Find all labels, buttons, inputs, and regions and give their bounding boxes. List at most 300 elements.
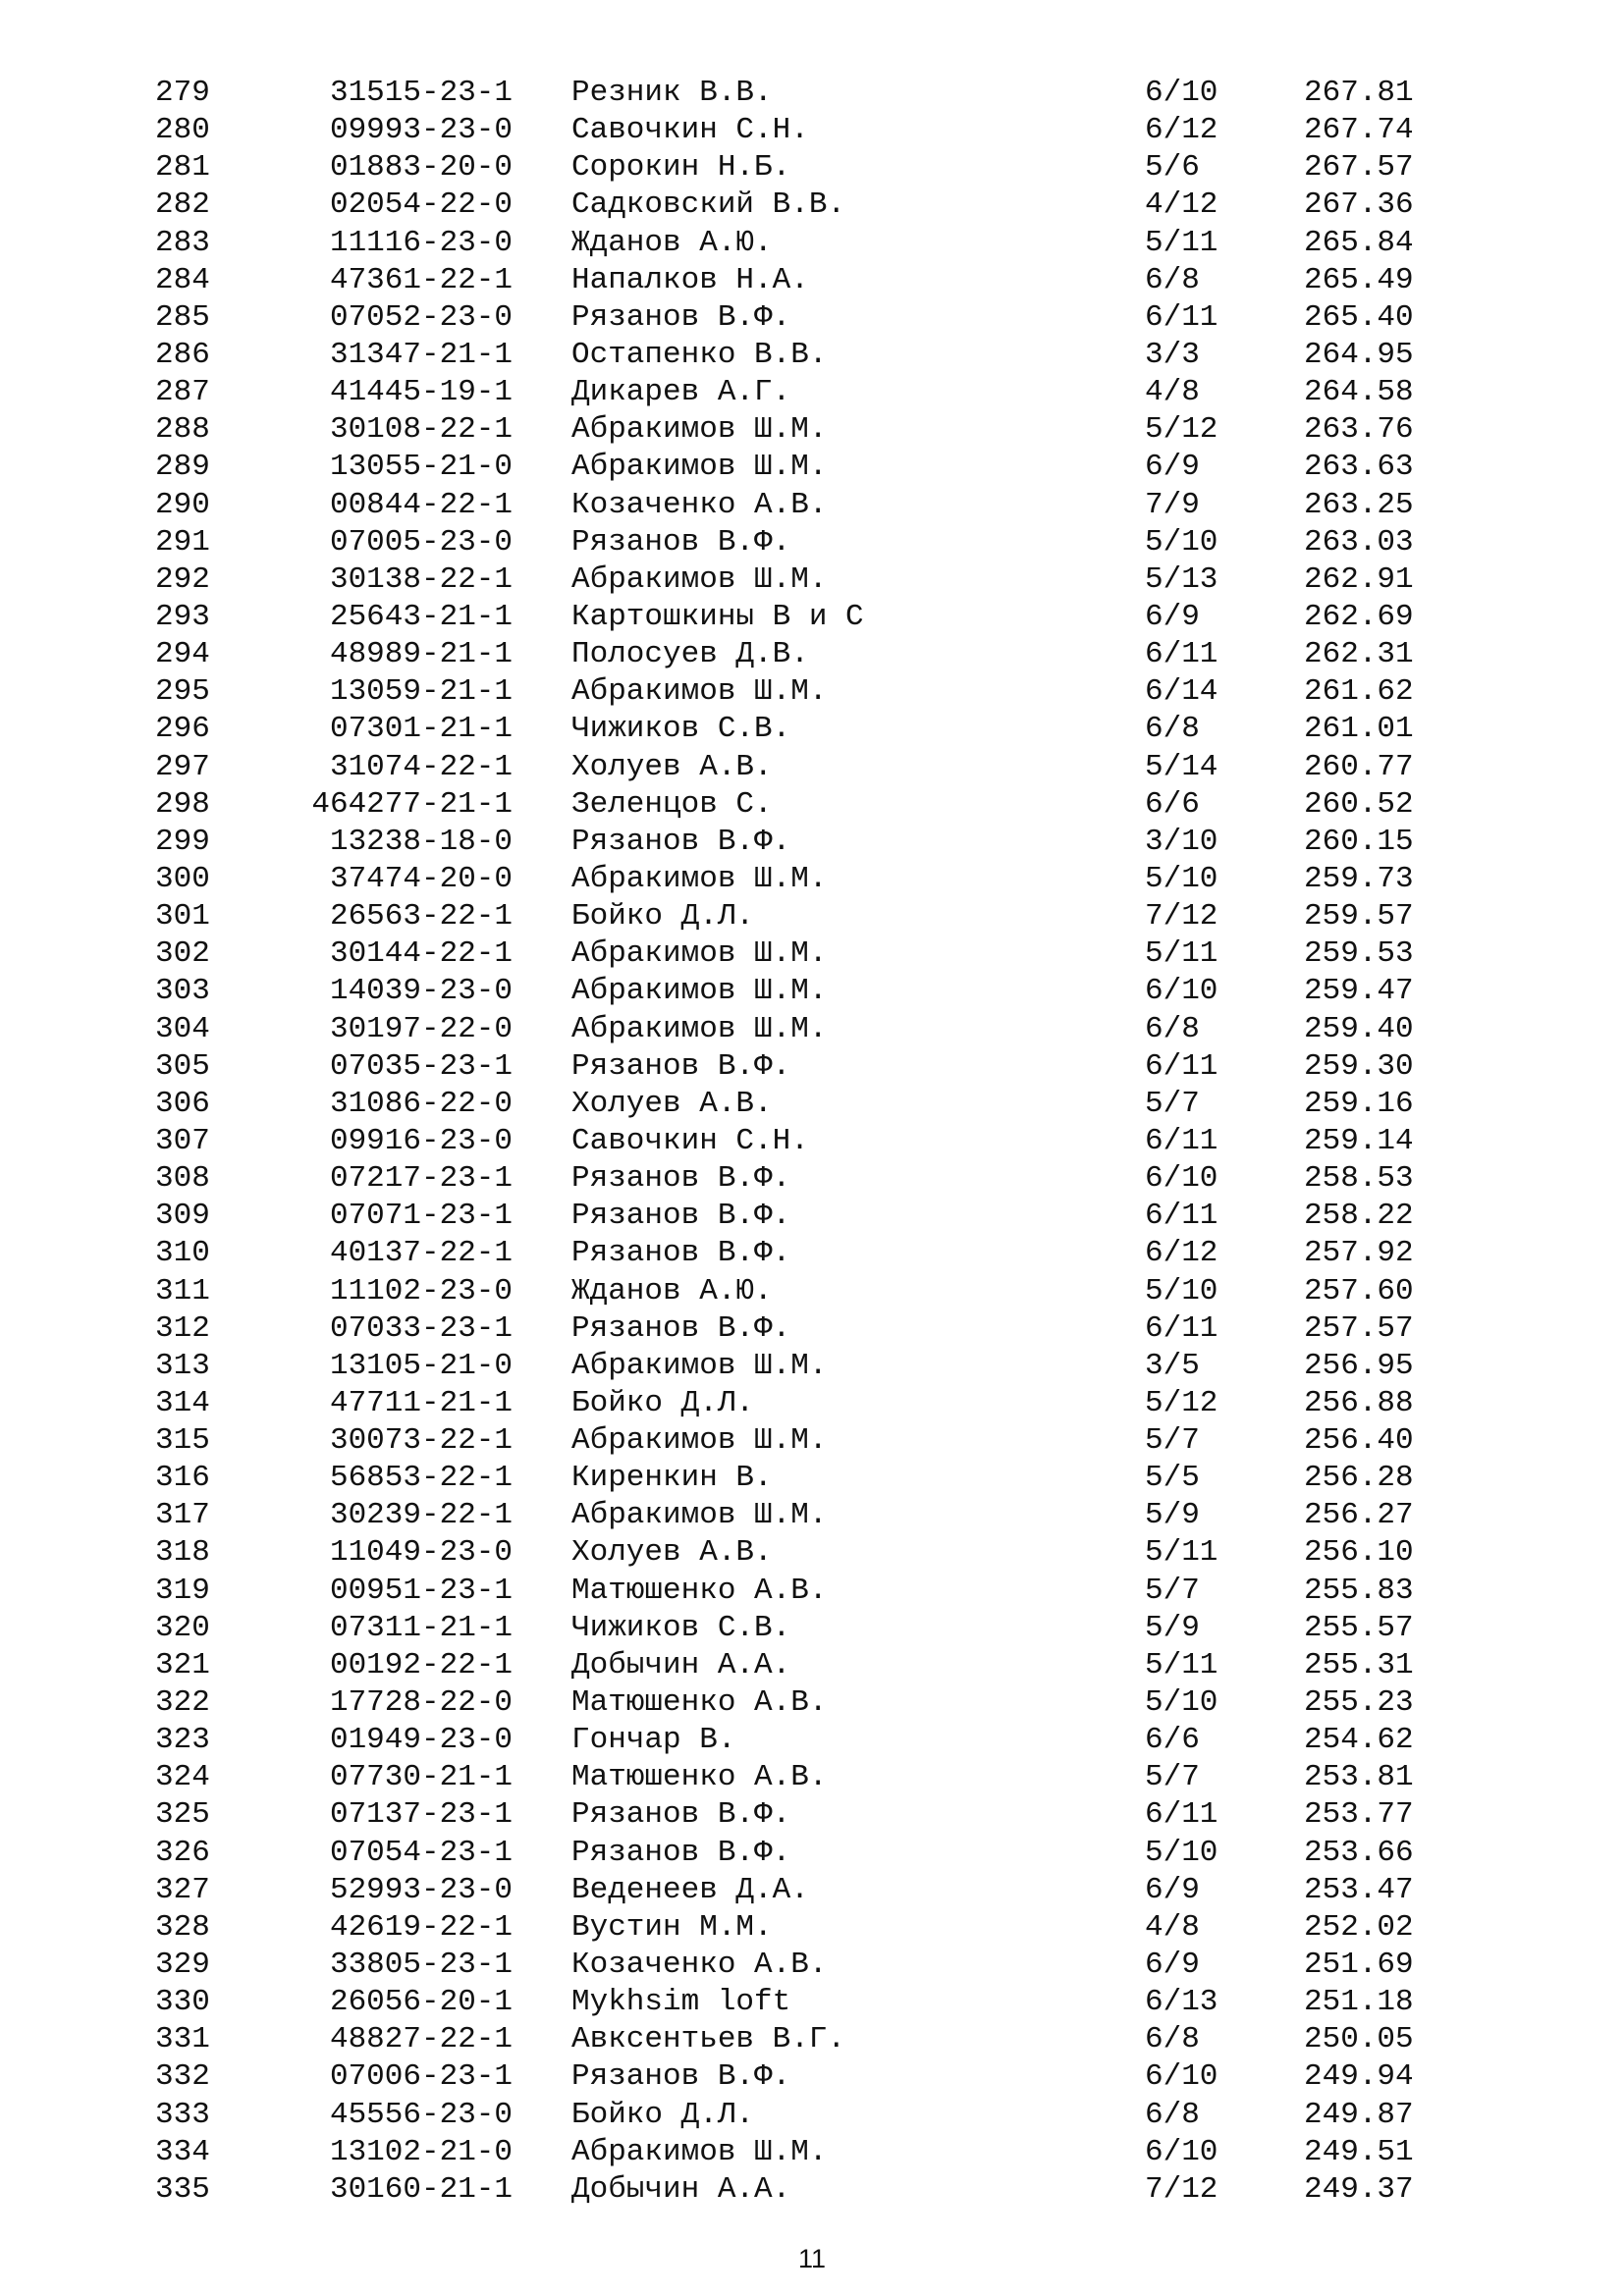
ring-number-cell: 07301-21-1 (329, 712, 513, 747)
table-row (0, 1460, 1624, 1497)
rank-cell: 318 (155, 1535, 210, 1571)
ring-number-cell: 45556-23-0 (329, 2097, 513, 2132)
ratio-cell: 5/10 (1145, 861, 1218, 896)
owner-cell: Абракимов Ш.М. (571, 450, 828, 485)
score-cell: 265.40 (1304, 299, 1414, 335)
score-cell: 257.92 (1304, 1236, 1414, 1271)
score-cell: 259.16 (1304, 1086, 1414, 1121)
ring-number-cell: 07035-23-1 (329, 1048, 513, 1084)
score-cell: 262.31 (1304, 637, 1414, 672)
table-row (0, 935, 1624, 973)
owner-cell: Рязанов В.Ф. (571, 524, 791, 560)
score-cell: 256.40 (1304, 1423, 1414, 1459)
ring-number-cell: 14039-23-0 (329, 974, 513, 1009)
ratio-cell: 6/11 (1145, 637, 1218, 672)
ratio-cell: 5/11 (1145, 936, 1218, 972)
table-row (0, 1722, 1624, 1759)
score-cell: 263.25 (1304, 487, 1414, 522)
rank-cell: 294 (155, 637, 210, 672)
ring-number-cell: 01883-20-0 (329, 150, 513, 186)
ratio-cell: 5/10 (1145, 1835, 1218, 1870)
results-table (0, 75, 1624, 2209)
ratio-cell: 6/6 (1145, 1723, 1200, 1758)
rank-cell: 282 (155, 187, 210, 223)
score-cell: 253.77 (1304, 1797, 1414, 1833)
owner-cell: Абракимов Ш.М. (571, 1498, 828, 1533)
owner-cell: Абракимов Ш.М. (571, 1348, 828, 1383)
rank-cell: 283 (155, 225, 210, 260)
page-number: 11 (797, 2244, 827, 2273)
rank-cell: 293 (155, 599, 210, 634)
table-row (0, 1984, 1624, 2021)
ring-number-cell: 07137-23-1 (329, 1797, 513, 1833)
score-cell: 265.84 (1304, 225, 1414, 260)
owner-cell: Савочкин С.Н. (571, 1123, 809, 1158)
rank-cell: 290 (155, 487, 210, 522)
owner-cell: Холуев А.В. (571, 1086, 773, 1121)
score-cell: 267.74 (1304, 113, 1414, 148)
table-row (0, 411, 1624, 449)
ring-number-cell: 25643-21-1 (329, 599, 513, 634)
owner-cell: Веденеев Д.А. (571, 1872, 809, 1907)
owner-cell: Бойко Д.Л. (571, 2097, 755, 2132)
table-row (0, 1909, 1624, 1947)
rank-cell: 324 (155, 1760, 210, 1795)
owner-cell: Абракимов Ш.М. (571, 561, 828, 597)
owner-cell: Напалков Н.А. (571, 262, 809, 297)
table-row (0, 898, 1624, 935)
owner-cell: Остапенко В.В. (571, 337, 828, 372)
ratio-cell: 5/7 (1145, 1423, 1200, 1459)
ring-number-cell: 26563-22-1 (329, 899, 513, 934)
ratio-cell: 4/12 (1145, 187, 1218, 223)
rank-cell: 292 (155, 561, 210, 597)
rank-cell: 299 (155, 824, 210, 859)
owner-cell: Рязанов В.Ф. (571, 1797, 791, 1833)
rank-cell: 287 (155, 375, 210, 410)
ring-number-cell: 13055-21-0 (329, 450, 513, 485)
score-cell: 256.88 (1304, 1385, 1414, 1420)
ring-number-cell: 47361-22-1 (329, 262, 513, 297)
ratio-cell: 6/12 (1145, 113, 1218, 148)
rank-cell: 307 (155, 1123, 210, 1158)
score-cell: 253.47 (1304, 1872, 1414, 1907)
owner-cell: Козаченко А.В. (571, 487, 828, 522)
rank-cell: 330 (155, 1985, 210, 2020)
rank-cell: 308 (155, 1161, 210, 1197)
ring-number-cell: 11102-23-0 (329, 1273, 513, 1308)
rank-cell: 309 (155, 1199, 210, 1234)
ratio-cell: 5/9 (1145, 1498, 1200, 1533)
owner-cell: Чижиков С.В. (571, 1610, 791, 1645)
ring-number-cell: 33805-23-1 (329, 1948, 513, 1983)
ratio-cell: 5/10 (1145, 1685, 1218, 1721)
score-cell: 259.57 (1304, 899, 1414, 934)
score-cell: 251.18 (1304, 1985, 1414, 2020)
owner-cell: Рязанов В.Ф. (571, 1835, 791, 1870)
score-cell: 251.69 (1304, 1948, 1414, 1983)
ring-number-cell: 31347-21-1 (329, 337, 513, 372)
table-row (0, 187, 1624, 224)
ring-number-cell: 56853-22-1 (329, 1461, 513, 1496)
owner-cell: Холуев А.В. (571, 1535, 773, 1571)
ratio-cell: 6/8 (1145, 1011, 1200, 1046)
score-cell: 250.05 (1304, 2022, 1414, 2057)
ratio-cell: 6/10 (1145, 974, 1218, 1009)
table-row (0, 1198, 1624, 1235)
table-row (0, 599, 1624, 636)
rank-cell: 306 (155, 1086, 210, 1121)
table-row (0, 524, 1624, 561)
table-row (0, 1273, 1624, 1310)
table-row (0, 636, 1624, 673)
score-cell: 256.27 (1304, 1498, 1414, 1533)
rank-cell: 296 (155, 712, 210, 747)
owner-cell: Рязанов В.Ф. (571, 1048, 791, 1084)
table-row (0, 2097, 1624, 2134)
rank-cell: 302 (155, 936, 210, 972)
ratio-cell: 6/8 (1145, 2022, 1200, 2057)
ring-number-cell: 52993-23-0 (329, 1872, 513, 1907)
ratio-cell: 6/9 (1145, 450, 1200, 485)
ratio-cell: 6/11 (1145, 1123, 1218, 1158)
table-row (0, 1235, 1624, 1272)
owner-cell: Резник В.В. (571, 76, 773, 110)
owner-cell: Савочкин С.Н. (571, 113, 809, 148)
ratio-cell: 6/11 (1145, 299, 1218, 335)
owner-cell: Абракимов Ш.М. (571, 936, 828, 972)
owner-cell: Садковский В.В. (571, 187, 846, 223)
ratio-cell: 6/9 (1145, 1948, 1200, 1983)
score-cell: 262.91 (1304, 561, 1414, 597)
score-cell: 257.60 (1304, 1273, 1414, 1308)
table-row (0, 711, 1624, 748)
table-row (0, 1872, 1624, 1909)
owner-cell: Жданов А.Ю. (571, 1273, 773, 1308)
ratio-cell: 4/8 (1145, 375, 1200, 410)
ring-number-cell: 02054-22-0 (329, 187, 513, 223)
score-cell: 263.76 (1304, 412, 1414, 448)
ratio-cell: 5/10 (1145, 1273, 1218, 1308)
rank-cell: 281 (155, 150, 210, 186)
score-cell: 260.77 (1304, 749, 1414, 784)
score-cell: 264.95 (1304, 337, 1414, 372)
score-cell: 267.36 (1304, 187, 1414, 223)
owner-cell: Полосуев Д.В. (571, 637, 809, 672)
owner-cell: Матюшенко А.В. (571, 1685, 828, 1721)
ring-number-cell: 13105-21-0 (329, 1348, 513, 1383)
ratio-cell: 4/8 (1145, 1909, 1200, 1945)
rank-cell: 289 (155, 450, 210, 485)
score-cell: 257.57 (1304, 1310, 1414, 1346)
score-cell: 256.28 (1304, 1461, 1414, 1496)
ratio-cell: 6/11 (1145, 1310, 1218, 1346)
score-cell: 260.52 (1304, 786, 1414, 822)
rank-cell: 326 (155, 1835, 210, 1870)
rank-cell: 304 (155, 1011, 210, 1046)
rank-cell: 321 (155, 1647, 210, 1682)
owner-cell: Чижиков С.В. (571, 712, 791, 747)
owner-cell: Бойко Д.Л. (571, 899, 755, 934)
ratio-cell: 5/10 (1145, 524, 1218, 560)
owner-cell: Матюшенко А.В. (571, 1573, 828, 1608)
owner-cell: Козаченко А.В. (571, 1948, 828, 1983)
rank-cell: 297 (155, 749, 210, 784)
ratio-cell: 6/10 (1145, 1161, 1218, 1197)
rank-cell: 333 (155, 2097, 210, 2132)
score-cell: 259.73 (1304, 861, 1414, 896)
rank-cell: 331 (155, 2022, 210, 2057)
owner-cell: Бойко Д.Л. (571, 1385, 755, 1420)
ring-number-cell: 48989-21-1 (329, 637, 513, 672)
ring-number-cell: 00951-23-1 (329, 1573, 513, 1608)
score-cell: 249.51 (1304, 2134, 1414, 2169)
rank-cell: 323 (155, 1723, 210, 1758)
ratio-cell: 6/6 (1145, 786, 1200, 822)
ratio-cell: 5/11 (1145, 1647, 1218, 1682)
table-row (0, 1796, 1624, 1834)
score-cell: 264.58 (1304, 375, 1414, 410)
ratio-cell: 7/12 (1145, 899, 1218, 934)
rank-cell: 315 (155, 1423, 210, 1459)
rank-cell: 285 (155, 299, 210, 335)
rank-cell: 335 (155, 2171, 210, 2207)
rank-cell: 291 (155, 524, 210, 560)
score-cell: 249.87 (1304, 2097, 1414, 2132)
ring-number-cell: 41445-19-1 (329, 375, 513, 410)
table-row (0, 1534, 1624, 1572)
rank-cell: 312 (155, 1310, 210, 1346)
ratio-cell: 6/8 (1145, 712, 1200, 747)
score-cell: 253.81 (1304, 1760, 1414, 1795)
table-row (0, 2021, 1624, 2058)
ring-number-cell: 37474-20-0 (329, 861, 513, 896)
ratio-cell: 5/6 (1145, 150, 1200, 186)
score-cell: 260.15 (1304, 824, 1414, 859)
ratio-cell: 6/11 (1145, 1797, 1218, 1833)
score-cell: 261.62 (1304, 674, 1414, 710)
owner-cell: Абракимов Ш.М. (571, 2134, 828, 2169)
ring-number-cell: 07052-23-0 (329, 299, 513, 335)
ring-number-cell: 30160-21-1 (329, 2171, 513, 2207)
score-cell: 259.47 (1304, 974, 1414, 1009)
owner-cell: Рязанов В.Ф. (571, 1199, 791, 1234)
rank-cell: 284 (155, 262, 210, 297)
rank-cell: 280 (155, 113, 210, 148)
ring-number-cell: 01949-23-0 (329, 1723, 513, 1758)
ring-number-cell: 26056-20-1 (329, 1985, 513, 2020)
ratio-cell: 5/11 (1145, 225, 1218, 260)
owner-cell: Киренкин В. (571, 1461, 773, 1496)
ratio-cell: 6/9 (1145, 599, 1200, 634)
owner-cell: Добычин А.А. (571, 1647, 791, 1682)
score-cell: 255.83 (1304, 1573, 1414, 1608)
table-row (0, 112, 1624, 149)
ring-number-cell: 07071-23-1 (329, 1199, 513, 1234)
ratio-cell: 7/9 (1145, 487, 1200, 522)
owner-cell: Сорокин Н.Б. (571, 150, 791, 186)
ring-number-cell: 07311-21-1 (329, 1610, 513, 1645)
table-row (0, 1684, 1624, 1722)
score-cell: 255.23 (1304, 1685, 1414, 1721)
table-row (0, 262, 1624, 299)
ring-number-cell: 07054-23-1 (329, 1835, 513, 1870)
score-cell: 252.02 (1304, 1909, 1414, 1945)
ring-number-cell: 07033-23-1 (329, 1310, 513, 1346)
score-cell: 253.66 (1304, 1835, 1414, 1870)
ring-number-cell: 30138-22-1 (329, 561, 513, 597)
owner-cell: Холуев А.В. (571, 749, 773, 784)
ring-number-cell: 07217-23-1 (329, 1161, 513, 1197)
ring-number-cell: 13238-18-0 (329, 824, 513, 859)
rank-cell: 298 (155, 786, 210, 822)
ring-number-cell: 31515-23-1 (329, 76, 513, 110)
ratio-cell: 5/5 (1145, 1461, 1200, 1496)
ratio-cell: 5/12 (1145, 1385, 1218, 1420)
score-cell: 259.30 (1304, 1048, 1414, 1084)
table-row (0, 1759, 1624, 1796)
table-row (0, 1422, 1624, 1460)
rank-cell: 320 (155, 1610, 210, 1645)
ratio-cell: 3/10 (1145, 824, 1218, 859)
table-row (0, 1835, 1624, 1872)
ring-number-cell: 48827-22-1 (329, 2022, 513, 2057)
table-row (0, 861, 1624, 898)
ring-number-cell: 17728-22-0 (329, 1685, 513, 1721)
rank-cell: 310 (155, 1236, 210, 1271)
owner-cell: Гончар В. (571, 1723, 736, 1758)
table-row (0, 1647, 1624, 1684)
rank-cell: 311 (155, 1273, 210, 1308)
rank-cell: 327 (155, 1872, 210, 1907)
rank-cell: 319 (155, 1573, 210, 1608)
table-row (0, 374, 1624, 411)
ratio-cell: 6/12 (1145, 1236, 1218, 1271)
table-row (0, 149, 1624, 187)
ratio-cell: 6/11 (1145, 1048, 1218, 1084)
ratio-cell: 6/8 (1145, 262, 1200, 297)
table-row (0, 487, 1624, 524)
rank-cell: 328 (155, 1909, 210, 1945)
score-cell: 263.03 (1304, 524, 1414, 560)
rank-cell: 317 (155, 1498, 210, 1533)
owner-cell: Авксентьев В.Г. (571, 2022, 846, 2057)
ratio-cell: 5/9 (1145, 1610, 1200, 1645)
owner-cell: Рязанов В.Ф. (571, 1236, 791, 1271)
ring-number-cell: 09916-23-0 (329, 1123, 513, 1158)
table-row (0, 2058, 1624, 2096)
rank-cell: 313 (155, 1348, 210, 1383)
rank-cell: 286 (155, 337, 210, 372)
table-row (0, 1573, 1624, 1610)
owner-cell: Добычин А.А. (571, 2171, 791, 2207)
owner-cell: Рязанов В.Ф. (571, 824, 791, 859)
rank-cell: 334 (155, 2134, 210, 2169)
table-row (0, 75, 1624, 112)
ring-number-cell: 07730-21-1 (329, 1760, 513, 1795)
table-row (0, 299, 1624, 337)
owner-cell: Абракимов Ш.М. (571, 412, 828, 448)
ring-number-cell: 13102-21-0 (329, 2134, 513, 2169)
score-cell: 267.81 (1304, 76, 1414, 110)
owner-cell: Рязанов В.Ф. (571, 299, 791, 335)
table-row (0, 1011, 1624, 1048)
owner-cell: Абракимов Ш.М. (571, 861, 828, 896)
rank-cell: 303 (155, 974, 210, 1009)
score-cell: 267.57 (1304, 150, 1414, 186)
owner-cell: Дикарев А.Г. (571, 375, 791, 410)
ring-number-cell: 40137-22-1 (329, 1236, 513, 1271)
ratio-cell: 5/14 (1145, 749, 1218, 784)
table-row (0, 2134, 1624, 2171)
table-row (0, 1610, 1624, 1647)
ratio-cell: 7/12 (1145, 2171, 1218, 2207)
ring-number-cell: 30073-22-1 (329, 1423, 513, 1459)
table-row (0, 1385, 1624, 1422)
owner-cell: Вустин М.М. (571, 1909, 773, 1945)
owner-cell: Абракимов Ш.М. (571, 1423, 828, 1459)
table-row (0, 449, 1624, 486)
ratio-cell: 3/3 (1145, 337, 1200, 372)
ring-number-cell: 31086-22-0 (329, 1086, 513, 1121)
score-cell: 256.10 (1304, 1535, 1414, 1571)
score-cell: 249.37 (1304, 2171, 1414, 2207)
table-row (0, 1048, 1624, 1086)
score-cell: 262.69 (1304, 599, 1414, 634)
rank-cell: 300 (155, 861, 210, 896)
ring-number-cell: 11116-23-0 (329, 225, 513, 260)
ring-number-cell: 07006-23-1 (329, 2059, 513, 2095)
rank-cell: 325 (155, 1797, 210, 1833)
ratio-cell: 6/13 (1145, 1985, 1218, 2020)
rank-cell: 322 (155, 1685, 210, 1721)
table-row (0, 1123, 1624, 1160)
table-row (0, 824, 1624, 861)
ring-number-cell: 11049-23-0 (329, 1535, 513, 1571)
table-row (0, 1160, 1624, 1198)
rank-cell: 279 (155, 76, 210, 110)
rank-cell: 316 (155, 1461, 210, 1496)
owner-cell: Mykhsim loft (571, 1985, 791, 2020)
ratio-cell: 6/8 (1145, 2097, 1200, 2132)
ring-number-cell: 13059-21-1 (329, 674, 513, 710)
table-row (0, 1947, 1624, 1984)
ring-number-cell: 00844-22-1 (329, 487, 513, 522)
rank-cell: 314 (155, 1385, 210, 1420)
score-cell: 258.53 (1304, 1161, 1414, 1197)
table-row (0, 973, 1624, 1010)
ratio-cell: 6/14 (1145, 674, 1218, 710)
owner-cell: Рязанов В.Ф. (571, 1161, 791, 1197)
ring-number-cell: 30144-22-1 (329, 936, 513, 972)
ratio-cell: 6/10 (1145, 2059, 1218, 2095)
score-cell: 256.95 (1304, 1348, 1414, 1383)
score-cell: 249.94 (1304, 2059, 1414, 2095)
ratio-cell: 5/13 (1145, 561, 1218, 597)
score-cell: 259.53 (1304, 936, 1414, 972)
table-row (0, 1086, 1624, 1123)
score-cell: 265.49 (1304, 262, 1414, 297)
ring-number-cell: 30197-22-0 (329, 1011, 513, 1046)
ratio-cell: 5/12 (1145, 412, 1218, 448)
ring-number-cell: 31074-22-1 (329, 749, 513, 784)
owner-cell: Картошкины В и С (571, 599, 864, 634)
ratio-cell: 6/11 (1145, 1199, 1218, 1234)
ratio-cell: 6/10 (1145, 2134, 1218, 2169)
owner-cell: Зеленцов С. (571, 786, 773, 822)
table-row (0, 561, 1624, 599)
owner-cell: Абракимов Ш.М. (571, 1011, 828, 1046)
